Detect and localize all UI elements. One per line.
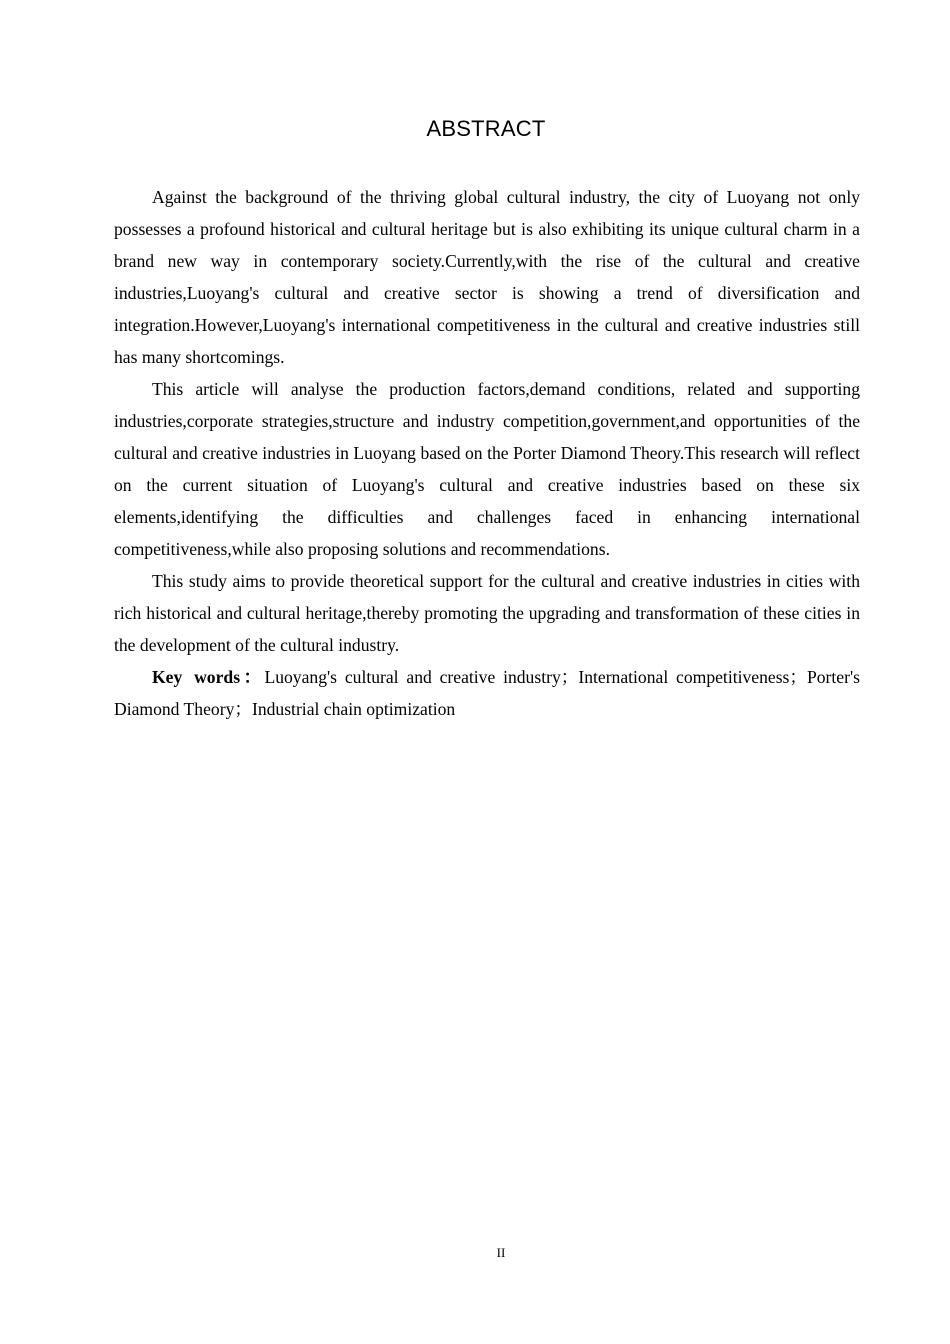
abstract-paragraph-2: This article will analyse the production factors,demand conditions, related and supporting industries,corporate strategies,structure and industry competition,government,and opportunities of the cultural and creative industries in Luoyang based on the Porter Diamond Theory.This research will reflect on the current situation of Luoyang's cultural and creative industries based on these six elements,identifying the difficulties and challenges faced in enhancing international competitiveness,while also proposing solutions and recommendations. [114,379,860,559]
keywords-label: Key words： [152,667,265,687]
abstract-title: ABSTRACT [426,116,546,141]
keywords-text: Luoyang's cultural and creative industry；International competitiveness；Porter's Diamond Theory；Industrial chain optimization [114,667,860,719]
page-number: II [496,1245,506,1260]
abstract-paragraph-3: This study aims to provide theoretical support for the cultural and creative industries in cities with rich historical and cultural heritage,thereby promoting the upgrading and transformation of these cities in the development of the cultural industry. [114,571,860,655]
keywords-line [114,661,860,725]
abstract-paragraph-1: Against the background of the thriving global cultural industry, the city of Luoyang not only possesses a profound historical and cultural heritage but is also exhibiting its unique cultural charm in a brand new way in contemporary society.Currently,with the rise of the cultural and creative industries,Luoyang's cultural and creative sector is showing a trend of diversification and integration.However,Luoyang's international competitiveness in the cultural and creative industries still has many shortcomings. [114,187,860,367]
abstract-body [114,181,860,725]
